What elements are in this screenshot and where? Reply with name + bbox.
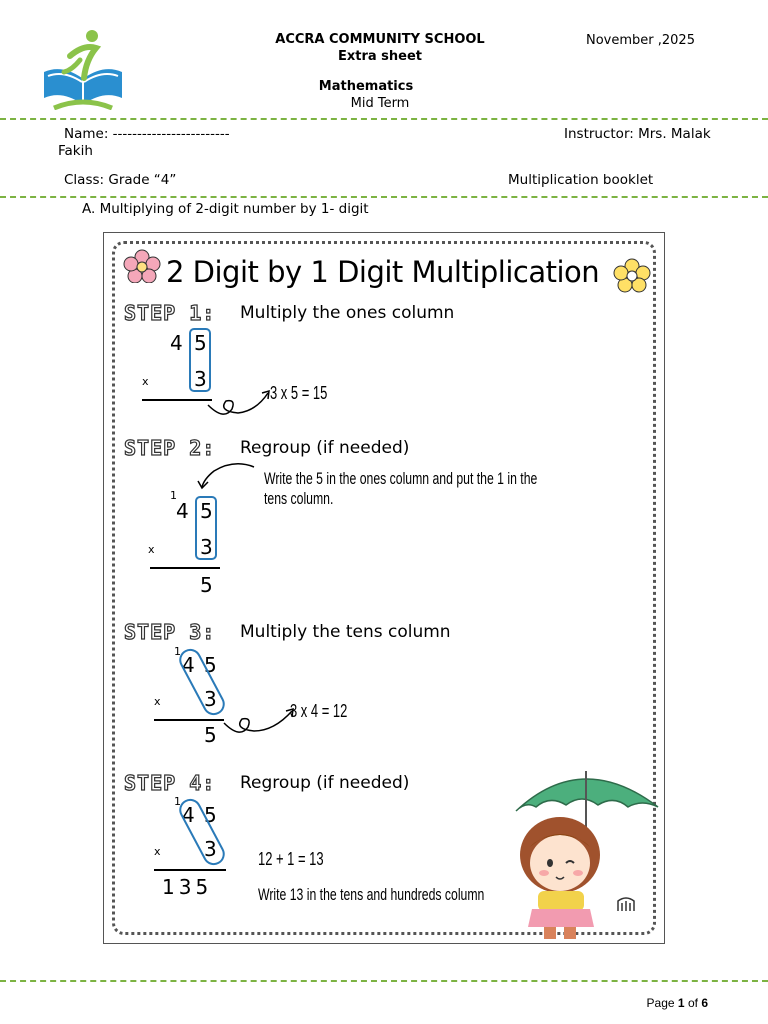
step-3-carry: 1 <box>174 645 181 658</box>
step-2-arrow <box>194 459 258 491</box>
instructor-field: Instructor: Mrs. Malak <box>564 126 711 142</box>
poster-title: 2 Digit by 1 Digit Multiplication <box>166 255 600 289</box>
step-1-label: STEP 1: <box>124 301 216 325</box>
term: Mid Term <box>350 96 410 111</box>
step-3-multiplier: 3 <box>204 687 217 711</box>
school-logo <box>40 26 126 110</box>
subject: Mathematics <box>318 79 414 94</box>
step-2-ones-box <box>194 495 218 563</box>
step-4-note: 12 + 1 = 13 <box>258 849 324 869</box>
step-1-line <box>142 399 212 401</box>
step-4-answer: 135 <box>162 875 213 899</box>
step-1-tens-digit: 4 <box>170 331 183 355</box>
step-2-ones-digit: 5 <box>200 499 213 523</box>
school-name: ACCRA COMMUNITY SCHOOL <box>275 32 485 47</box>
step-1-text: Multiply the ones column <box>240 303 455 323</box>
girl-with-umbrella-illustration <box>502 759 662 941</box>
page-current: 1 <box>677 996 685 1010</box>
step-4-ones-digit: 5 <box>204 803 217 827</box>
step-2-label: STEP 2: <box>124 436 216 460</box>
step-4-label: STEP 4: <box>124 771 216 795</box>
step-2-line <box>150 567 220 569</box>
sheet-title: Extra sheet <box>337 49 423 64</box>
multiplication-poster <box>103 232 665 944</box>
step-3-times-sign: x <box>154 695 161 708</box>
step-1-note: 3 x 5 = 15 <box>270 383 328 403</box>
step-3-label: STEP 3: <box>124 620 216 644</box>
date: November ,2025 <box>586 33 695 48</box>
step-2-partial: 5 <box>200 573 213 597</box>
step-2-tens-digit: 4 <box>176 499 189 523</box>
page-total: 6 <box>701 996 708 1010</box>
divider-bottom <box>0 980 768 982</box>
step-3-ones-digit: 5 <box>204 653 217 677</box>
step-3-partial: 5 <box>204 723 217 747</box>
step-3-text: Multiply the tens column <box>240 622 451 642</box>
step-4-times-sign: x <box>154 845 161 858</box>
step-1-times-sign: x <box>142 375 149 388</box>
step-1-ones-digit: 5 <box>194 331 207 355</box>
step-4-diagonal-box <box>172 795 232 867</box>
step-4-line <box>154 869 226 871</box>
step-4-tens-digit: 4 <box>182 803 195 827</box>
flower-icon <box>122 249 162 283</box>
name-field: Name: ------------------------ <box>64 126 230 142</box>
class-field: Class: Grade “4” <box>64 172 177 188</box>
step-2-text: Regroup (if needed) <box>240 438 410 458</box>
divider-middle <box>0 196 768 198</box>
step-3-arrow <box>220 699 300 739</box>
page-number <box>647 996 708 1010</box>
step-1-multiplier: 3 <box>194 367 207 391</box>
section-a-heading: A. Multiplying of 2-digit number by 1- digit <box>82 201 369 217</box>
booklet-title: Multiplication booklet <box>508 172 654 188</box>
step-3-note: 3 x 4 = 12 <box>290 701 348 721</box>
step-2-carry: 1 <box>170 489 177 502</box>
step-2-note: Write the 5 in the ones column and put the 1 in the tens column. <box>264 469 538 508</box>
step-4-note-2: Write 13 in the tens and hundreds column <box>258 885 485 904</box>
step-3-line <box>154 719 224 721</box>
step-3-tens-digit: 4 <box>182 653 195 677</box>
flower-icon-right <box>612 257 652 293</box>
divider-top <box>0 118 768 120</box>
step-1-arrow <box>204 381 274 421</box>
of-word: of <box>687 996 698 1010</box>
step-4-text: Regroup (if needed) <box>240 773 410 793</box>
step-2-multiplier: 3 <box>200 535 213 559</box>
step-4-carry: 1 <box>174 795 181 808</box>
step-2-times-sign: x <box>148 543 155 556</box>
step-4-multiplier: 3 <box>204 837 217 861</box>
school-mark-icon <box>616 895 636 913</box>
page-word: Page <box>646 996 675 1010</box>
instructor-name-cont: Fakih <box>58 143 93 159</box>
